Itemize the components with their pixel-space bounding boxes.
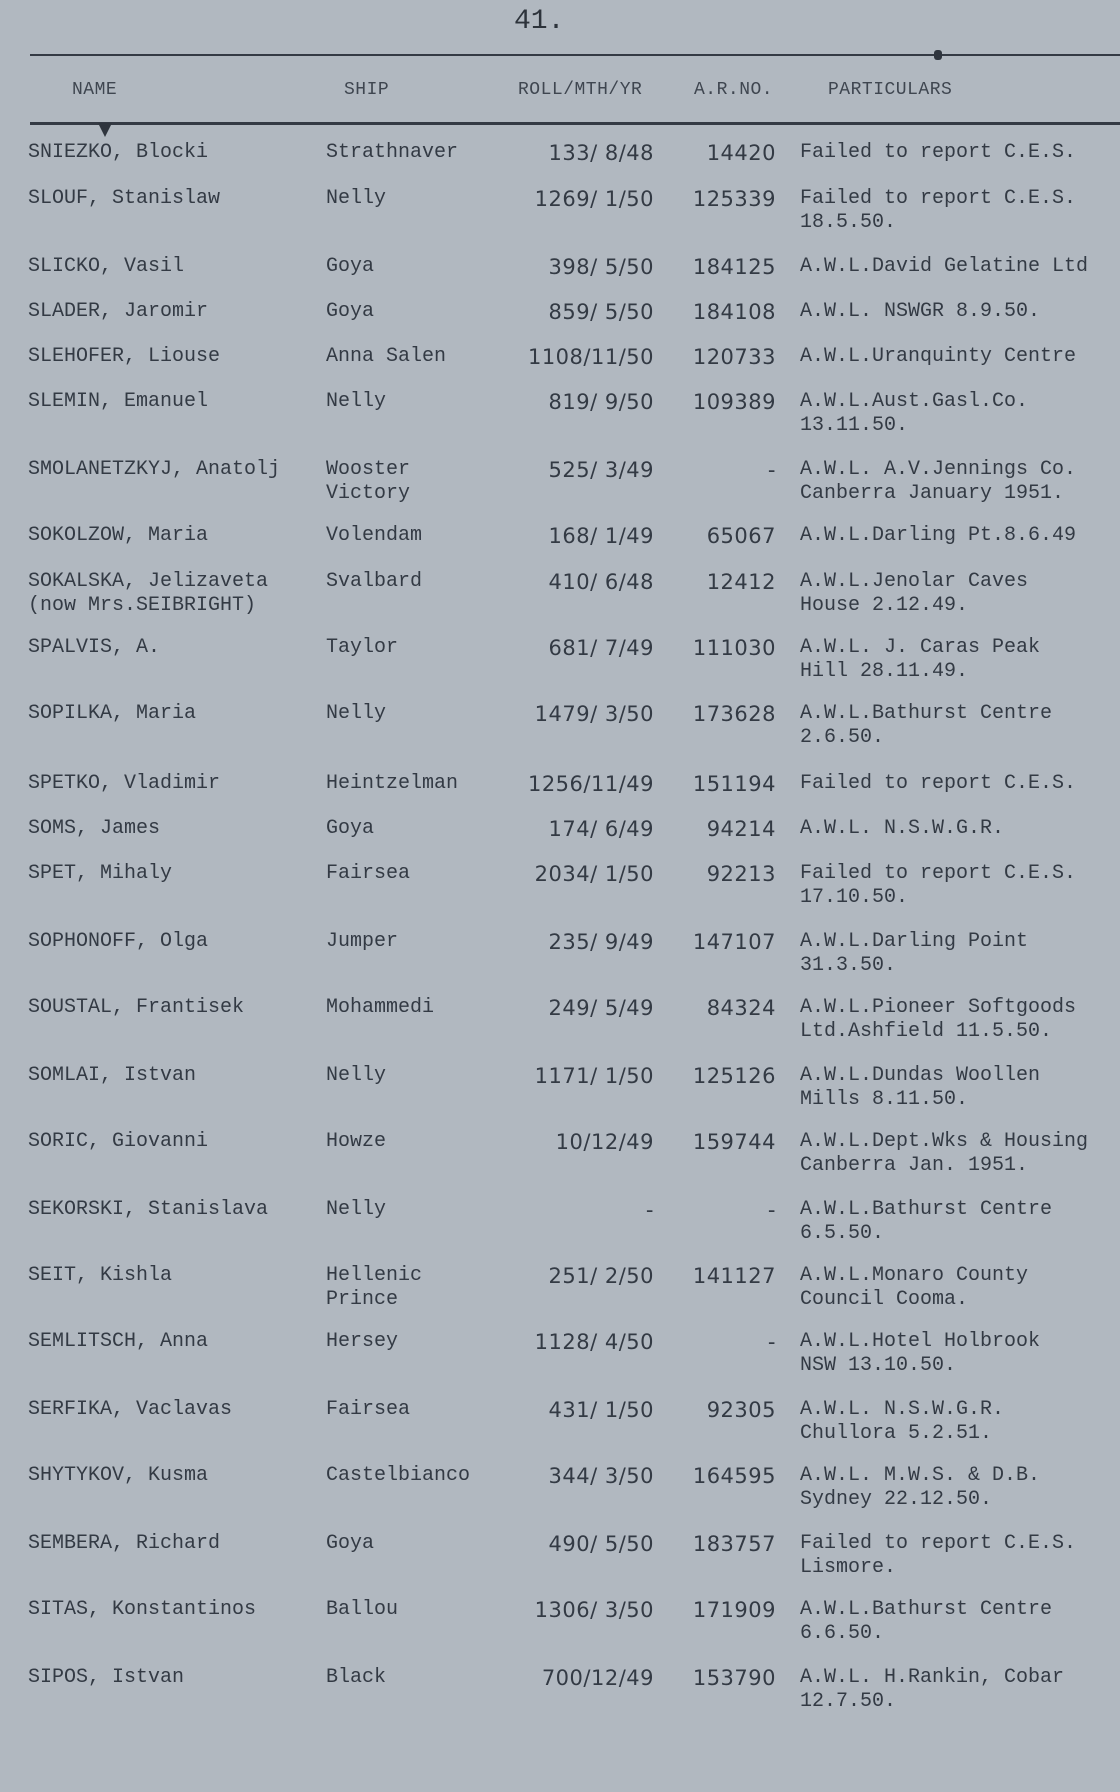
ship-cell: Nelly	[326, 702, 387, 725]
name-cell: SITAS, Konstantinos	[28, 1598, 257, 1621]
ar-number-cell: 92305	[706, 1398, 776, 1422]
ship-cell: Goya	[326, 255, 375, 278]
ship-cell: Nelly	[326, 1064, 387, 1087]
ship-cell: Taylor	[326, 636, 399, 659]
roll-cell: 174/ 6/49	[548, 817, 654, 841]
ar-number-cell: 183757	[692, 1532, 776, 1556]
ar-number-cell: 164595	[692, 1464, 776, 1488]
name-cell: SLEHOFER, Liouse	[28, 345, 221, 368]
ship-cell: Ballou	[326, 1598, 399, 1621]
ship-cell: Anna Salen	[326, 345, 447, 368]
particulars-cell: Failed to report C.E.S.	[800, 772, 1077, 795]
ar-number-cell: 141127	[692, 1264, 776, 1288]
roll-cell: 235/ 9/49	[548, 930, 654, 954]
roll-cell: 168/ 1/49	[548, 524, 654, 548]
name-cell: SLICKO, Vasil	[28, 255, 185, 278]
ship-cell: Jumper	[326, 930, 399, 953]
name-cell: SOKALSKA, Jelizaveta (now Mrs.SEIBRIGHT)	[28, 570, 269, 617]
table-row	[0, 636, 1120, 696]
particulars-cell: A.W.L. NSWGR 8.9.50.	[800, 300, 1041, 323]
name-cell: SERFIKA, Vaclavas	[28, 1398, 233, 1421]
roll-cell: 859/ 5/50	[548, 300, 654, 324]
particulars-cell: A.W.L.Pioneer Softgoods Ltd.Ashfield 11.5.50.	[800, 996, 1077, 1043]
ar-number-cell: 14420	[706, 141, 776, 165]
name-cell: SEIT, Kishla	[28, 1264, 173, 1287]
ink-mark	[98, 123, 112, 137]
particulars-cell: A.W.L.Bathurst Centre 2.6.50.	[800, 702, 1053, 749]
roll-cell: 1108/11/50	[527, 345, 654, 369]
roll-cell: -	[645, 1198, 654, 1222]
particulars-cell: Failed to report C.E.S. Lismore.	[800, 1532, 1077, 1579]
roll-cell: 251/ 2/50	[548, 1264, 654, 1288]
ship-cell: Goya	[326, 817, 375, 840]
roll-cell: 431/ 1/50	[548, 1398, 654, 1422]
name-cell: SOUSTAL, Frantisek	[28, 996, 245, 1019]
particulars-cell: A.W.L.Monaro County Council Cooma.	[800, 1264, 1029, 1311]
ar-number-cell: 184108	[692, 300, 776, 324]
particulars-cell: A.W.L.Hotel Holbrook NSW 13.10.50.	[800, 1330, 1041, 1377]
table-row	[0, 930, 1120, 990]
ship-cell: Hersey	[326, 1330, 399, 1353]
particulars-cell: A.W.L. H.Rankin, Cobar 12.7.50.	[800, 1666, 1065, 1713]
table-row	[0, 1598, 1120, 1658]
ship-cell: Wooster Victory	[326, 458, 411, 505]
roll-cell: 249/ 5/49	[548, 996, 654, 1020]
ship-cell: Mohammedi	[326, 996, 435, 1019]
roll-cell: 1171/ 1/50	[534, 1064, 654, 1088]
particulars-cell: A.W.L.Aust.Gasl.Co. 13.11.50.	[800, 390, 1029, 437]
table-row	[0, 996, 1120, 1056]
header-name: NAME	[72, 80, 118, 100]
ar-number-cell: 125126	[692, 1064, 776, 1088]
ship-cell: Strathnaver	[326, 141, 459, 164]
name-cell: SOPILKA, Maria	[28, 702, 197, 725]
table-row	[0, 570, 1120, 630]
ship-cell: Black	[326, 1666, 387, 1689]
ar-number-cell: 184125	[692, 255, 776, 279]
table-row	[0, 1264, 1120, 1324]
table-row	[0, 187, 1120, 247]
particulars-cell: A.W.L.Bathurst Centre 6.5.50.	[800, 1198, 1053, 1245]
name-cell: SOMLAI, Istvan	[28, 1064, 197, 1087]
ar-number-cell: 151194	[692, 772, 776, 796]
particulars-cell: Failed to report C.E.S. 18.5.50.	[800, 187, 1077, 234]
table-row	[0, 1666, 1120, 1726]
particulars-cell: A.W.L. J. Caras Peak Hill 28.11.49.	[800, 636, 1041, 683]
particulars-cell: A.W.L.Jenolar Caves House 2.12.49.	[800, 570, 1029, 617]
ship-cell: Fairsea	[326, 1398, 411, 1421]
roll-cell: 525/ 3/49	[548, 458, 654, 482]
ship-cell: Hellenic Prince	[326, 1264, 423, 1311]
ship-cell: Heintzelman	[326, 772, 459, 795]
table-row	[0, 1330, 1120, 1390]
header-top-rule	[30, 54, 1120, 56]
ar-number-cell: 92213	[706, 862, 776, 886]
table-row	[0, 1398, 1120, 1458]
roll-cell: 1269/ 1/50	[534, 187, 654, 211]
name-cell: SPETKO, Vladimir	[28, 772, 221, 795]
header-bottom-rule	[30, 122, 1120, 125]
particulars-cell: Failed to report C.E.S.	[800, 141, 1077, 164]
name-cell: SPET, Mihaly	[28, 862, 173, 885]
ar-number-cell: 94214	[706, 817, 776, 841]
ar-number-cell: 84324	[706, 996, 776, 1020]
ar-number-cell: 109389	[692, 390, 776, 414]
name-cell: SPALVIS, A.	[28, 636, 161, 659]
roll-cell: 2034/ 1/50	[534, 862, 654, 886]
roll-cell: 1306/ 3/50	[534, 1598, 654, 1622]
ar-number-cell: -	[767, 1330, 776, 1354]
ar-number-cell: -	[767, 458, 776, 482]
ar-number-cell: 111030	[692, 636, 776, 660]
name-cell: SORIC, Giovanni	[28, 1130, 209, 1153]
roll-cell: 700/12/49	[541, 1666, 654, 1690]
particulars-cell: A.W.L. M.W.S. & D.B. Sydney 22.12.50.	[800, 1464, 1041, 1511]
name-cell: SEMBERA, Richard	[28, 1532, 221, 1555]
name-cell: SOPHONOFF, Olga	[28, 930, 209, 953]
particulars-cell: A.W.L. N.S.W.G.R.	[800, 817, 1005, 840]
ar-number-cell: 12412	[706, 570, 776, 594]
roll-cell: 681/ 7/49	[548, 636, 654, 660]
roll-cell: 1256/11/49	[527, 772, 654, 796]
table-row	[0, 862, 1120, 922]
particulars-cell: A.W.L. N.S.W.G.R. Chullora 5.2.51.	[800, 1398, 1005, 1445]
table-row	[0, 1464, 1120, 1524]
ar-number-cell: 147107	[692, 930, 776, 954]
header-roll: ROLL/MTH/YR	[518, 80, 643, 100]
roll-cell: 819/ 9/50	[548, 390, 654, 414]
name-cell: SEMLITSCH, Anna	[28, 1330, 209, 1353]
name-cell: SLOUF, Stanislaw	[28, 187, 221, 210]
particulars-cell: A.W.L. A.V.Jennings Co. Canberra January 1951.	[800, 458, 1077, 505]
table-row	[0, 458, 1120, 518]
particulars-cell: A.W.L.Bathurst Centre 6.6.50.	[800, 1598, 1053, 1645]
ship-cell: Volendam	[326, 524, 423, 547]
ship-cell: Goya	[326, 300, 375, 323]
particulars-cell: A.W.L.Dept.Wks & Housing Canberra Jan. 1951.	[800, 1130, 1089, 1177]
ship-cell: Castelbianco	[326, 1464, 471, 1487]
header-ar-no: A.R.NO.	[694, 80, 774, 100]
ship-cell: Nelly	[326, 187, 387, 210]
ar-number-cell: 159744	[692, 1130, 776, 1154]
header-ship: SHIP	[344, 80, 390, 100]
table-row	[0, 1198, 1120, 1258]
ar-number-cell: 65067	[706, 524, 776, 548]
particulars-cell: A.W.L.Dundas Woollen Mills 8.11.50.	[800, 1064, 1041, 1111]
table-row	[0, 702, 1120, 762]
roll-cell: 1128/ 4/50	[534, 1330, 654, 1354]
roll-cell: 1479/ 3/50	[534, 702, 654, 726]
particulars-cell: A.W.L.Uranquinty Centre	[800, 345, 1077, 368]
ship-cell: Howze	[326, 1130, 387, 1153]
ar-number-cell: 173628	[692, 702, 776, 726]
name-cell: SLADER, Jaromir	[28, 300, 209, 323]
roll-cell: 344/ 3/50	[548, 1464, 654, 1488]
ship-cell: Svalbard	[326, 570, 423, 593]
ship-cell: Fairsea	[326, 862, 411, 885]
ar-number-cell: -	[767, 1198, 776, 1222]
roll-cell: 410/ 6/48	[548, 570, 654, 594]
ship-cell: Goya	[326, 1532, 375, 1555]
name-cell: SOMS, James	[28, 817, 161, 840]
name-cell: SEKORSKI, Stanislava	[28, 1198, 269, 1221]
ship-cell: Nelly	[326, 390, 387, 413]
particulars-cell: Failed to report C.E.S. 17.10.50.	[800, 862, 1077, 909]
particulars-cell: A.W.L.David Gelatine Ltd	[800, 255, 1089, 278]
roll-cell: 398/ 5/50	[548, 255, 654, 279]
roll-cell: 133/ 8/48	[548, 141, 654, 165]
table-row	[0, 1532, 1120, 1592]
table-row	[0, 390, 1120, 450]
particulars-cell: A.W.L.Darling Point 31.3.50.	[800, 930, 1029, 977]
name-cell: SNIEZKO, Blocki	[28, 141, 209, 164]
ship-cell: Nelly	[326, 1198, 387, 1221]
table-row	[0, 1064, 1120, 1124]
ink-mark	[934, 50, 942, 60]
name-cell: SHYTYKOV, Kusma	[28, 1464, 209, 1487]
roll-cell: 490/ 5/50	[548, 1532, 654, 1556]
name-cell: SMOLANETZKYJ, Anatolj	[28, 458, 281, 481]
roll-cell: 10/12/49	[555, 1130, 654, 1154]
table-row	[0, 1130, 1120, 1190]
ar-number-cell: 120733	[692, 345, 776, 369]
ar-number-cell: 153790	[692, 1666, 776, 1690]
header-particulars: PARTICULARS	[828, 80, 953, 100]
particulars-cell: A.W.L.Darling Pt.8.6.49	[800, 524, 1077, 547]
page-number: 41.	[514, 6, 565, 37]
ar-number-cell: 125339	[692, 187, 776, 211]
ar-number-cell: 171909	[692, 1598, 776, 1622]
name-cell: SLEMIN, Emanuel	[28, 390, 209, 413]
name-cell: SIPOS, Istvan	[28, 1666, 185, 1689]
name-cell: SOKOLZOW, Maria	[28, 524, 209, 547]
